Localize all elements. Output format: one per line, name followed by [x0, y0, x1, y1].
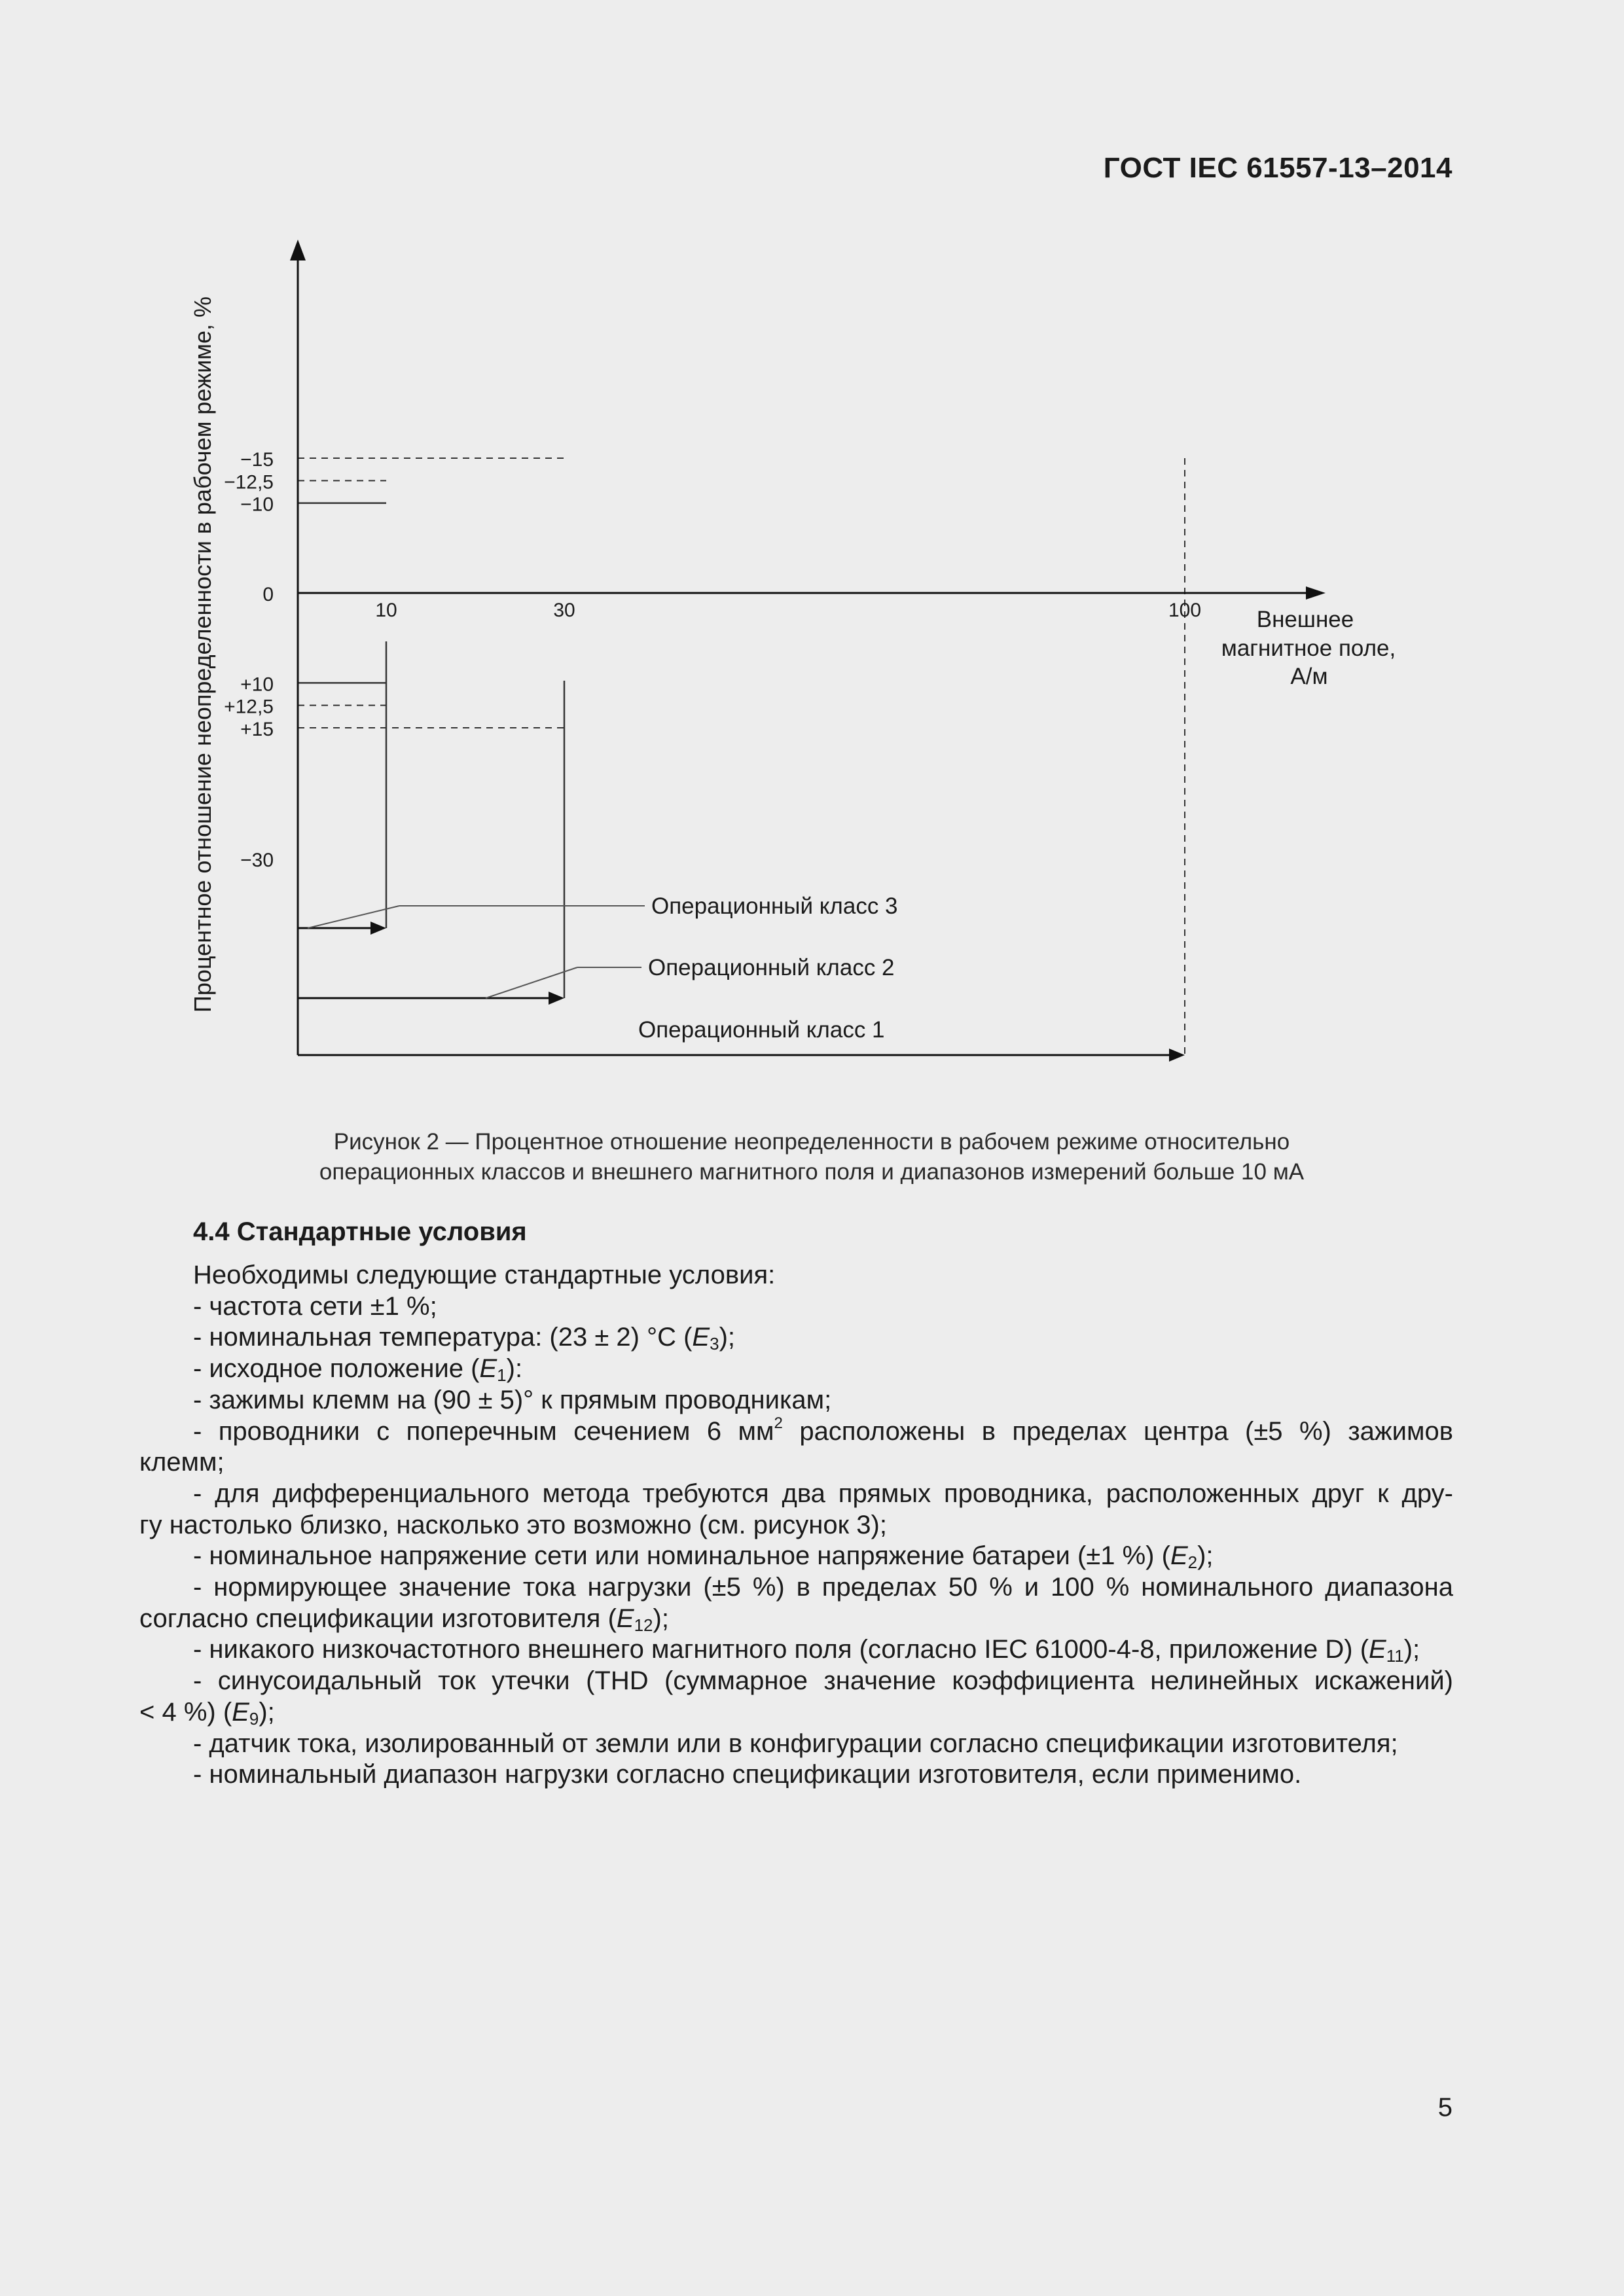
y-tick-label: 0	[262, 584, 274, 605]
list-item: - частота сети ±1 %;	[193, 1291, 437, 1321]
y-tick-label: −12,5	[224, 471, 274, 493]
class-1-arrow-icon	[1169, 1049, 1185, 1062]
list-item-continuation: < 4 %) $(E_9)$;	[139, 1697, 275, 1729]
list-item: - номинальный диапазон нагрузки согласно спецификации изготовителя, если применимо.	[193, 1760, 1302, 1789]
y-tick-label: −10	[240, 493, 274, 516]
page-number: 5	[1437, 2093, 1453, 2122]
list-item: - датчик тока, изолированный от земли или в конфигурации согласно спецификации изготовителя;	[193, 1729, 1398, 1758]
list-item: - исходное положение $(E_1)$:	[193, 1354, 523, 1386]
tick-labels	[224, 449, 1201, 871]
y-axis-arrow-icon	[290, 240, 306, 260]
class-1-label: Операционный класс 1	[638, 1017, 885, 1043]
figure-caption-line-1: Рисунок 2 — Процентное отношение неопределенности в рабочем режиме относительно	[333, 1129, 1290, 1155]
y-tick-label: +10	[240, 673, 274, 696]
y-tick-label: −15	[240, 449, 274, 471]
y-tick-label: +12,5	[224, 696, 274, 718]
x-axis-arrow-icon	[1306, 586, 1326, 600]
section-title: 4.4 Стандартные условия	[193, 1217, 527, 1246]
list-item: - номинальная температура: (23 ± 2) °С $(E_3)$;	[193, 1323, 735, 1354]
y-axis-label: Процентное отношение неопределенности в рабочем режиме, %	[189, 296, 216, 1013]
x-axis-label-line-1: Внешнее	[1256, 607, 1354, 632]
class-2-label: Операционный класс 2	[648, 955, 895, 980]
document-code-header: ГОСТ IEC 61557-13–2014	[1103, 152, 1453, 184]
list-item-continuation: гу настолько близко, насколько это возможно (см. рисунок 3);	[139, 1510, 887, 1539]
intro-line: Необходимы следующие стандартные условия:	[193, 1261, 776, 1289]
list-item: - номинальное напряжение сети или номинальное напряжение батареи (±1 %) $(E_2)$;	[193, 1541, 1214, 1573]
operational-classes	[298, 893, 1185, 1062]
uncertainty-figure	[0, 0, 1624, 1113]
list-item: - нормирующее значение тока нагрузки (±5 %) в пределах 50 % и 100 % номинального диапазона	[193, 1573, 1453, 1602]
y-tick-label: −30	[240, 850, 274, 871]
figure-caption	[196, 1127, 1427, 1187]
x-tick-label: 100	[1168, 600, 1202, 621]
chart-axes	[290, 240, 1326, 1055]
class-3-label: Операционный класс 3	[651, 893, 898, 919]
list-item: - никакого низкочастотного внешнего магнитного поля (согласно IEC 61000-4-8, приложение D) $(E_{11})$;	[193, 1635, 1420, 1666]
x-tick-label: 10	[375, 600, 397, 621]
class-2-arrow-icon	[549, 992, 564, 1005]
list-item-continuation: клемм;	[139, 1448, 225, 1477]
x-axis-label-line-2: магнитное поле,	[1221, 636, 1396, 661]
section-body	[139, 1260, 1453, 1791]
class-3-arrow-icon	[370, 922, 386, 935]
figure-caption-line-2: операционных классов и внешнего магнитного поля и диапазонов измерений больше 10 мА	[319, 1159, 1305, 1185]
list-item: - синусоидальный ток утечки (THD (суммарное значение коэффициента нелинейных искажений)	[193, 1666, 1453, 1696]
list-item: - зажимы клемм на (90 ± 5)° к прямым проводникам;	[193, 1385, 832, 1414]
list-item: - проводники с поперечным сечением 6 $мм^2$ расположены в пределах центра (±5 %) зажимов	[193, 1414, 1453, 1446]
y-tick-label: +15	[240, 719, 274, 740]
list-item: - для дифференциального метода требуются два прямых проводника, расположенных друг к дру-	[193, 1479, 1453, 1508]
list-item-continuation: согласно спецификации изготовителя $(E_{12})$;	[139, 1604, 669, 1635]
x-tick-label: 30	[553, 600, 575, 621]
x-axis-label-line-3: А/м	[1290, 664, 1328, 689]
